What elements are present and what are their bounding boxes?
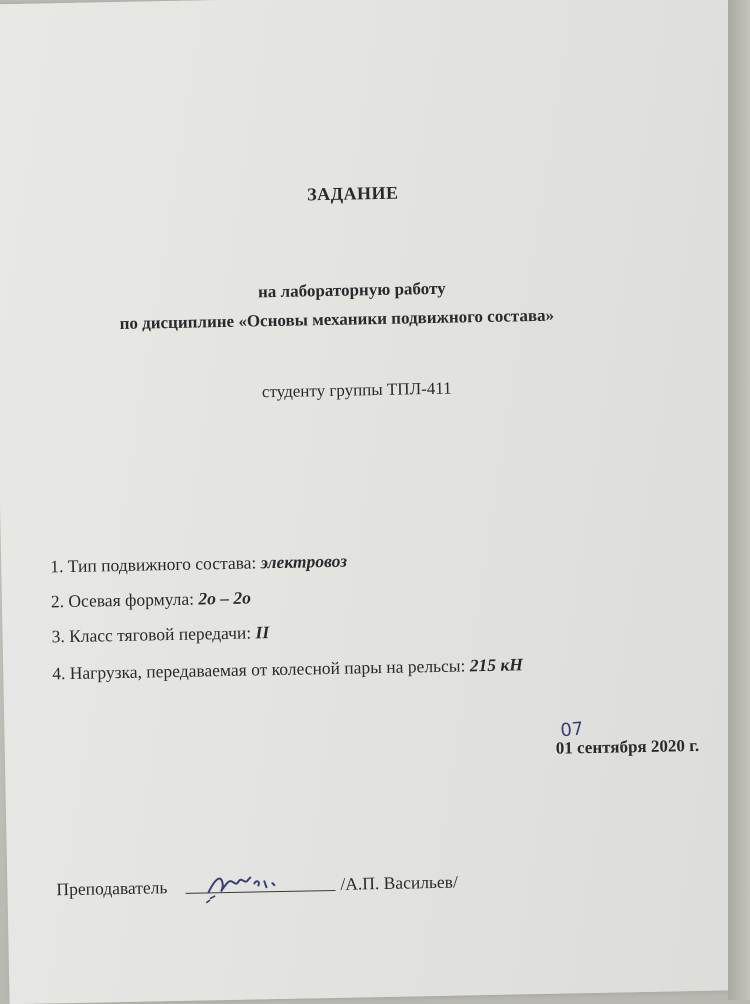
task-item-value: 2о – 2о <box>198 587 252 609</box>
task-item-label: 4. Нагрузка, передаваемая от колесной пары на рельсы: <box>52 655 470 684</box>
task-item-3 <box>51 622 269 647</box>
task-item-label: 1. Тип подвижного состава: <box>50 552 261 577</box>
task-item-2 <box>51 588 251 613</box>
subtitle-line-2: по дисциплине «Основы механики подвижного состава» <box>119 305 555 333</box>
task-item-value: 215 кН <box>469 654 524 676</box>
student-group-line: студенту группы ТПЛ-411 <box>261 378 452 402</box>
task-item-4 <box>52 654 523 684</box>
teacher-name: /А.П. Васильев/ <box>340 871 459 894</box>
teacher-label: Преподаватель <box>56 877 168 900</box>
table-edge <box>728 0 750 1000</box>
task-item-1 <box>50 551 347 578</box>
document-date: 01 сентября 2020 г. <box>555 735 700 758</box>
task-item-label: 2. Осевая формула: <box>50 588 199 612</box>
task-item-value: электровоз <box>260 550 348 573</box>
handwritten-date-correction: 07 <box>559 718 585 742</box>
task-item-value: II <box>255 622 270 643</box>
handwritten-signature <box>202 861 293 905</box>
subtitle-line-1: на лабораторную работу <box>257 278 446 302</box>
document-title: ЗАДАНИЕ <box>306 182 399 205</box>
task-item-label: 3. Класс тяговой передачи: <box>51 622 256 647</box>
